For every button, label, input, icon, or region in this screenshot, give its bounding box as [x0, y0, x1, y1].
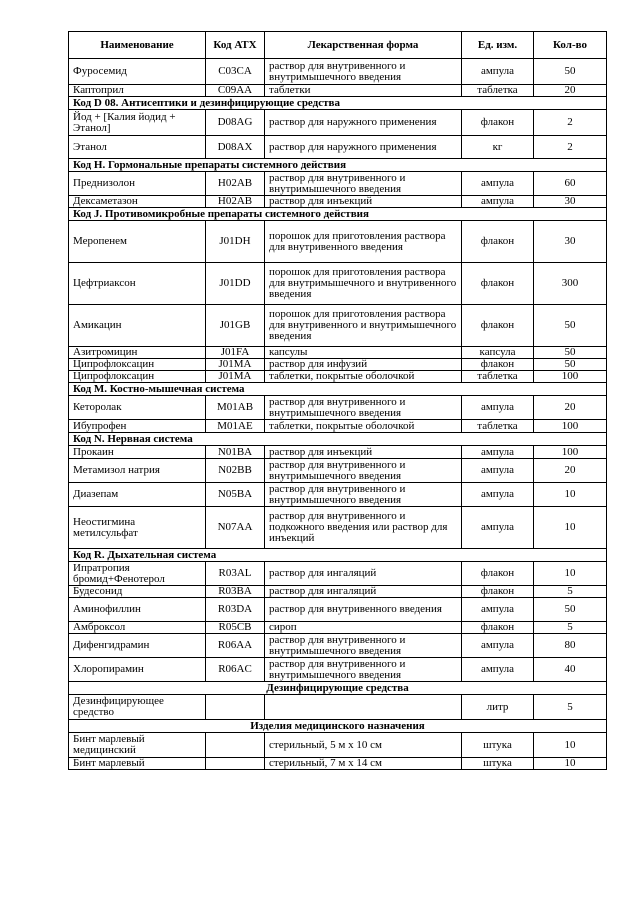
- quantity-cell: 2: [534, 136, 607, 159]
- drug-name-cell: Йод + [Калия йодид + Этанол]: [69, 110, 206, 136]
- dosage-form-cell: сироп: [265, 622, 462, 634]
- drug-name-cell: Прокаин: [69, 446, 206, 459]
- table-row: [69, 371, 607, 383]
- unit-cell: флакон: [462, 305, 534, 347]
- drug-name-cell: Ибупрофен: [69, 420, 206, 433]
- atc-code-cell: J01MA: [206, 359, 265, 371]
- table-row: [69, 459, 607, 483]
- quantity-cell: 100: [534, 446, 607, 459]
- unit-cell: ампула: [462, 598, 534, 622]
- unit-cell: ампула: [462, 196, 534, 208]
- atc-code-cell: H02AB: [206, 172, 265, 196]
- atc-code-cell: D08AG: [206, 110, 265, 136]
- unit-cell: штука: [462, 733, 534, 758]
- section-row: [69, 682, 607, 695]
- unit-cell: таблетка: [462, 85, 534, 97]
- table-header-row: [69, 32, 607, 59]
- unit-cell: флакон: [462, 586, 534, 598]
- dosage-form-cell: таблетки, покрытые оболочкой: [265, 420, 462, 433]
- unit-cell: ампула: [462, 507, 534, 549]
- quantity-cell: 80: [534, 634, 607, 658]
- unit-cell: таблетка: [462, 371, 534, 383]
- atc-code-cell: J01FA: [206, 347, 265, 359]
- drug-name-cell: Фуросемид: [69, 59, 206, 85]
- atc-code-cell: R03DA: [206, 598, 265, 622]
- unit-cell: ампула: [462, 483, 534, 507]
- section-row: [69, 159, 607, 172]
- quantity-cell: 50: [534, 359, 607, 371]
- table-row: [69, 658, 607, 682]
- section-row: [69, 383, 607, 396]
- dosage-form-cell: раствор для внутривенного и внутримышечного введения: [265, 634, 462, 658]
- dosage-form-cell: раствор для внутривенного и внутримышечного введения: [265, 459, 462, 483]
- atc-code-cell: [206, 758, 265, 770]
- table-row: [69, 420, 607, 433]
- unit-cell: флакон: [462, 221, 534, 263]
- table-row: [69, 136, 607, 159]
- section-title: Дезинфицирующие средства: [69, 682, 607, 695]
- quantity-cell: 50: [534, 598, 607, 622]
- drug-name-cell: Ципрофлоксацин: [69, 371, 206, 383]
- drug-name-cell: Ципрофлоксацин: [69, 359, 206, 371]
- section-title: Код J. Противомикробные препараты системного действия: [69, 208, 607, 221]
- drug-name-cell: Диазепам: [69, 483, 206, 507]
- header-unit: Ед. изм.: [462, 32, 534, 59]
- table-body: [69, 59, 607, 770]
- unit-cell: ампула: [462, 634, 534, 658]
- table-row: [69, 586, 607, 598]
- section-title: Код R. Дыхательная система: [69, 549, 607, 562]
- header-form: Лекарственная форма: [265, 32, 462, 59]
- drug-name-cell: Бинт марлевый: [69, 758, 206, 770]
- drug-name-cell: Азитромицин: [69, 347, 206, 359]
- table-row: [69, 562, 607, 586]
- dosage-form-cell: раствор для ингаляций: [265, 562, 462, 586]
- table-row: [69, 396, 607, 420]
- section-title: Изделия медицинского назначения: [69, 720, 607, 733]
- quantity-cell: 2: [534, 110, 607, 136]
- header-name: Наименование: [69, 32, 206, 59]
- unit-cell: флакон: [462, 622, 534, 634]
- atc-code-cell: R05CB: [206, 622, 265, 634]
- drug-name-cell: Неостигмина метилсульфат: [69, 507, 206, 549]
- medication-table: [68, 31, 607, 770]
- table-row: [69, 172, 607, 196]
- unit-cell: ампула: [462, 658, 534, 682]
- dosage-form-cell: раствор для внутривенного введения: [265, 598, 462, 622]
- dosage-form-cell: раствор для внутривенного и подкожного введения или раствор для инъекций: [265, 507, 462, 549]
- dosage-form-cell: стерильный, 5 м х 10 см: [265, 733, 462, 758]
- dosage-form-cell: таблетки: [265, 85, 462, 97]
- dosage-form-cell: раствор для инфузий: [265, 359, 462, 371]
- unit-cell: ампула: [462, 446, 534, 459]
- atc-code-cell: H02AB: [206, 196, 265, 208]
- quantity-cell: 5: [534, 622, 607, 634]
- quantity-cell: 10: [534, 733, 607, 758]
- drug-name-cell: Хлоропирамин: [69, 658, 206, 682]
- quantity-cell: 100: [534, 371, 607, 383]
- unit-cell: ампула: [462, 59, 534, 85]
- table-row: [69, 758, 607, 770]
- quantity-cell: 10: [534, 483, 607, 507]
- table-row: [69, 359, 607, 371]
- quantity-cell: 20: [534, 85, 607, 97]
- dosage-form-cell: раствор для внутривенного и внутримышечного введения: [265, 396, 462, 420]
- drug-name-cell: Цефтриаксон: [69, 263, 206, 305]
- atc-code-cell: C03CA: [206, 59, 265, 85]
- atc-code-cell: J01MA: [206, 371, 265, 383]
- drug-name-cell: Дексаметазон: [69, 196, 206, 208]
- unit-cell: кг: [462, 136, 534, 159]
- quantity-cell: 10: [534, 758, 607, 770]
- dosage-form-cell: порошок для приготовления раствора для внутривенного введения: [265, 221, 462, 263]
- drug-name-cell: Дезинфицирующее средство: [69, 695, 206, 720]
- atc-code-cell: [206, 733, 265, 758]
- quantity-cell: 40: [534, 658, 607, 682]
- dosage-form-cell: порошок для приготовления раствора для внутривенного и внутримышечного введения: [265, 305, 462, 347]
- dosage-form-cell: раствор для внутривенного и внутримышечного введения: [265, 59, 462, 85]
- dosage-form-cell: [265, 695, 462, 720]
- quantity-cell: 5: [534, 695, 607, 720]
- dosage-form-cell: раствор для инъекций: [265, 446, 462, 459]
- quantity-cell: 30: [534, 196, 607, 208]
- table-row: [69, 446, 607, 459]
- unit-cell: капсула: [462, 347, 534, 359]
- header-qty: Кол-во: [534, 32, 607, 59]
- table-row: [69, 598, 607, 622]
- unit-cell: ампула: [462, 172, 534, 196]
- table-row: [69, 634, 607, 658]
- section-title: Код D 08. Антисептики и дезинфицирующие средства: [69, 97, 607, 110]
- section-title: Код M. Костно-мышечная система: [69, 383, 607, 396]
- quantity-cell: 100: [534, 420, 607, 433]
- quantity-cell: 300: [534, 263, 607, 305]
- atc-code-cell: J01DD: [206, 263, 265, 305]
- table-row: [69, 221, 607, 263]
- dosage-form-cell: раствор для внутривенного и внутримышечного введения: [265, 483, 462, 507]
- drug-name-cell: Дифенгидрамин: [69, 634, 206, 658]
- table-row: [69, 622, 607, 634]
- drug-name-cell: Будесонид: [69, 586, 206, 598]
- unit-cell: ампула: [462, 459, 534, 483]
- drug-name-cell: Этанол: [69, 136, 206, 159]
- drug-name-cell: Бинт марлевый медицинский: [69, 733, 206, 758]
- dosage-form-cell: раствор для ингаляций: [265, 586, 462, 598]
- drug-name-cell: Каптоприл: [69, 85, 206, 97]
- quantity-cell: 5: [534, 586, 607, 598]
- dosage-form-cell: таблетки, покрытые оболочкой: [265, 371, 462, 383]
- atc-code-cell: R06AA: [206, 634, 265, 658]
- table-row: [69, 59, 607, 85]
- table-row: [69, 305, 607, 347]
- drug-name-cell: Аминофиллин: [69, 598, 206, 622]
- atc-code-cell: N01BA: [206, 446, 265, 459]
- drug-name-cell: Меропенем: [69, 221, 206, 263]
- drug-name-cell: Метамизол натрия: [69, 459, 206, 483]
- table-row: [69, 507, 607, 549]
- drug-name-cell: Амикацин: [69, 305, 206, 347]
- drug-name-cell: Ипратропия бромид+Фенотерол: [69, 562, 206, 586]
- atc-code-cell: N02BB: [206, 459, 265, 483]
- section-row: [69, 433, 607, 446]
- atc-code-cell: N07AA: [206, 507, 265, 549]
- quantity-cell: 50: [534, 59, 607, 85]
- table-row: [69, 85, 607, 97]
- atc-code-cell: R03AL: [206, 562, 265, 586]
- unit-cell: флакон: [462, 263, 534, 305]
- table-row: [69, 263, 607, 305]
- unit-cell: флакон: [462, 562, 534, 586]
- atc-code-cell: R03BA: [206, 586, 265, 598]
- unit-cell: штука: [462, 758, 534, 770]
- dosage-form-cell: раствор для внутривенного и внутримышечного введения: [265, 172, 462, 196]
- section-title: Код H. Гормональные препараты системного действия: [69, 159, 607, 172]
- quantity-cell: 10: [534, 507, 607, 549]
- atc-code-cell: M01AE: [206, 420, 265, 433]
- dosage-form-cell: раствор для наружного применения: [265, 110, 462, 136]
- table-row: [69, 110, 607, 136]
- section-row: [69, 549, 607, 562]
- atc-code-cell: [206, 695, 265, 720]
- drug-name-cell: Преднизолон: [69, 172, 206, 196]
- header-code: Код АТХ: [206, 32, 265, 59]
- table-row: [69, 733, 607, 758]
- quantity-cell: 50: [534, 305, 607, 347]
- atc-code-cell: M01AB: [206, 396, 265, 420]
- atc-code-cell: N05BA: [206, 483, 265, 507]
- dosage-form-cell: раствор для внутривенного и внутримышечного введения: [265, 658, 462, 682]
- section-row: [69, 720, 607, 733]
- unit-cell: флакон: [462, 359, 534, 371]
- unit-cell: литр: [462, 695, 534, 720]
- atc-code-cell: J01GB: [206, 305, 265, 347]
- drug-name-cell: Амброксол: [69, 622, 206, 634]
- quantity-cell: 20: [534, 396, 607, 420]
- table-row: [69, 695, 607, 720]
- quantity-cell: 60: [534, 172, 607, 196]
- dosage-form-cell: раствор для инъекций: [265, 196, 462, 208]
- drug-name-cell: Кеторолак: [69, 396, 206, 420]
- table-row: [69, 483, 607, 507]
- atc-code-cell: J01DH: [206, 221, 265, 263]
- atc-code-cell: R06AC: [206, 658, 265, 682]
- section-row: [69, 97, 607, 110]
- section-title: Код N. Нервная система: [69, 433, 607, 446]
- quantity-cell: 20: [534, 459, 607, 483]
- section-row: [69, 208, 607, 221]
- table-row: [69, 196, 607, 208]
- dosage-form-cell: порошок для приготовления раствора для внутримышечного и внутривенного введения: [265, 263, 462, 305]
- quantity-cell: 50: [534, 347, 607, 359]
- atc-code-cell: D08AX: [206, 136, 265, 159]
- unit-cell: ампула: [462, 396, 534, 420]
- table-row: [69, 347, 607, 359]
- unit-cell: таблетка: [462, 420, 534, 433]
- quantity-cell: 10: [534, 562, 607, 586]
- dosage-form-cell: стерильный, 7 м х 14 см: [265, 758, 462, 770]
- unit-cell: флакон: [462, 110, 534, 136]
- dosage-form-cell: капсулы: [265, 347, 462, 359]
- atc-code-cell: C09AA: [206, 85, 265, 97]
- quantity-cell: 30: [534, 221, 607, 263]
- dosage-form-cell: раствор для наружного применения: [265, 136, 462, 159]
